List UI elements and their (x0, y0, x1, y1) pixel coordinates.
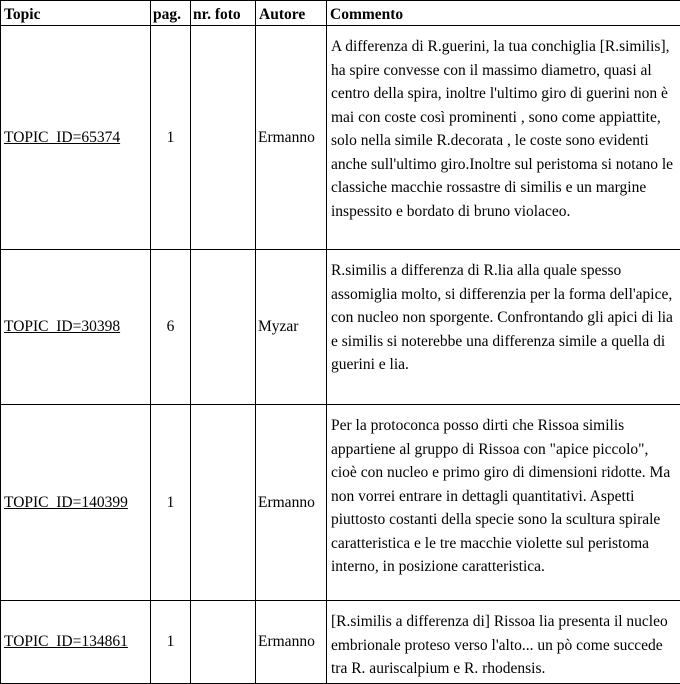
header-row (1, 1, 680, 26)
table-row (1, 601, 680, 684)
nr-foto-cell (191, 405, 256, 601)
pag-cell: 1 (151, 601, 191, 684)
header-nr-foto: nr. foto (191, 1, 256, 26)
autore-cell: Ermanno (256, 601, 327, 684)
pag-cell: 1 (151, 26, 191, 250)
commento-cell: A differenza di R.guerini, la tua conchiglia [R.similis], ha spire convesse con il massimo diametro, quasi al centro della spira, inoltre l'ultimo giro di guerini non è mai con coste così prominenti , sono come appiattite, solo nella simile R.decorata , le coste sono evidenti anche sull'ultimo giro.Inoltre sul peristoma si notano le classiche macchie rossastre di similis e un margine inspessito e bordato di bruno violaceo. (327, 26, 680, 250)
topic-cell (1, 26, 151, 250)
topic-cell (1, 250, 151, 405)
table-row (1, 405, 680, 601)
autore-cell: Myzar (256, 250, 327, 405)
table-row (1, 26, 680, 250)
header-commento: Commento (327, 1, 680, 26)
topic-link[interactable]: TOPIC_ID=140399 (4, 494, 128, 511)
header-autore: Autore (256, 1, 327, 26)
topic-cell (1, 405, 151, 601)
autore-cell: Ermanno (256, 405, 327, 601)
header-topic: Topic (1, 1, 151, 26)
nr-foto-cell (191, 26, 256, 250)
nr-foto-cell (191, 250, 256, 405)
topic-link[interactable]: TOPIC_ID=65374 (4, 129, 120, 146)
commento-cell: R.similis a differenza di R.lia alla quale spesso assomiglia molto, si differenzia per la forma dell'apice, con nucleo non sporgente. Confrontando gli apici di lia e similis si noterebbe una differenza simile a quella di guerini e lia. (327, 250, 680, 405)
pag-cell: 1 (151, 405, 191, 601)
topic-link[interactable]: TOPIC_ID=30398 (4, 318, 120, 335)
topic-cell (1, 601, 151, 684)
nr-foto-cell (191, 601, 256, 684)
topic-link[interactable]: TOPIC_ID=134861 (4, 633, 128, 650)
commento-cell: Per la protoconca posso dirti che Rissoa similis appartiene al gruppo di Rissoa con "apice piccolo", cioè con nucleo e primo giro di dimensioni ridotte. Ma non vorrei entrare in dettagli quantitativi. Aspetti piuttosto costanti della specie sono la scultura spirale caratteristica e le tre macchie violette sul peristoma interno, in posizione caratteristica. (327, 405, 680, 601)
header-pag: pag. (151, 1, 191, 26)
autore-cell: Ermanno (256, 26, 327, 250)
table-row (1, 250, 680, 405)
commento-cell: [R.similis a differenza di] Rissoa lia presenta il nucleo embrionale proteso verso l'alto... un pò come succede tra R. auriscalpium e R. rhodensis. (327, 601, 680, 684)
pag-cell: 6 (151, 250, 191, 405)
